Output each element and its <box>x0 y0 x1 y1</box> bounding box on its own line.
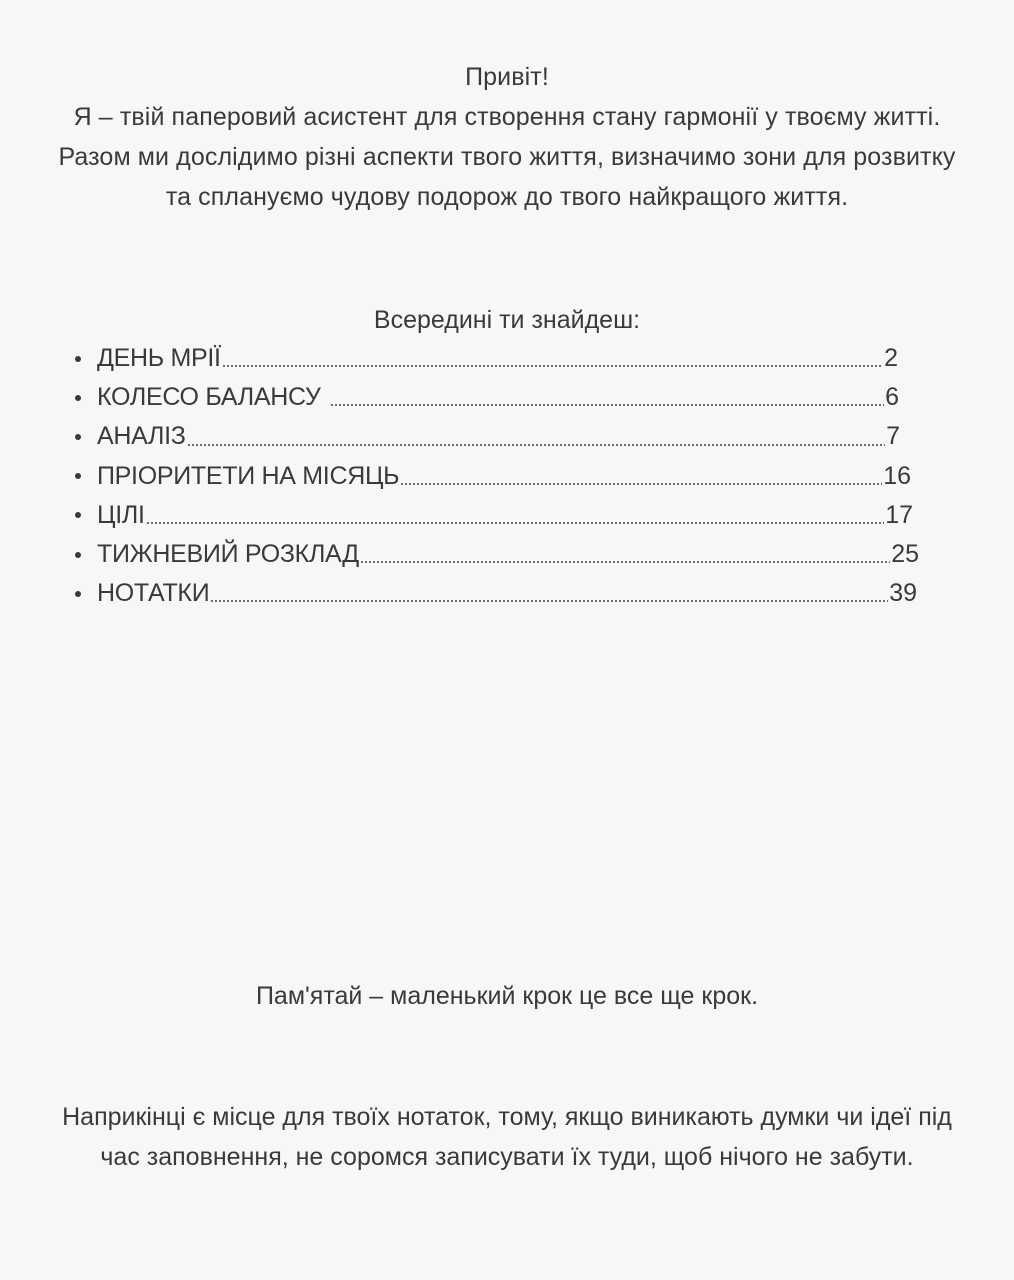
dot-leader <box>146 522 885 524</box>
toc-item <box>70 535 919 574</box>
bullet-icon <box>75 552 81 558</box>
reminder-text: Пам'ятай – маленький крок це все ще крок. <box>255 982 759 1010</box>
toc-item-label: ТИЖНЕВИЙ РОЗКЛАД <box>97 540 359 569</box>
bullet-icon <box>75 473 81 479</box>
toc-item-label: ПРІОРИТЕТИ НА МІСЯЦЬ <box>97 461 400 490</box>
intro-text: Я – твій паперовий асистент для створення стану гармонії у твоєму житті. Разом ми дослідимо різні аспекти твого життя, визначимо зони для розвитку та сплануємо чудову подорож до твого найкращого життя. <box>58 103 956 211</box>
greeting: Привіт! <box>465 63 549 91</box>
toc-item-page: 17 <box>885 500 913 529</box>
dot-leader <box>400 483 882 485</box>
intro-section <box>40 57 974 217</box>
toc-item-label: НОТАТКИ <box>97 579 210 608</box>
bullet-icon <box>75 591 81 597</box>
toc-item-label: ЦІЛІ <box>97 500 145 529</box>
dot-leader <box>187 444 885 446</box>
bullet-icon <box>75 395 81 401</box>
toc-item-page: 6 <box>885 383 899 412</box>
toc-item-page: 39 <box>889 579 917 608</box>
table-of-contents <box>70 339 919 613</box>
bullet-icon <box>75 434 81 440</box>
contents-title: Всередині ти знайдеш: <box>373 306 641 334</box>
toc-item-page: 16 <box>883 461 911 490</box>
toc-item-label: КОЛЕСО БАЛАНСУ <box>97 383 321 412</box>
toc-item <box>70 574 917 613</box>
dot-leader <box>210 600 888 602</box>
toc-item <box>70 496 913 535</box>
toc-item-page: 7 <box>886 422 900 451</box>
toc-item <box>70 417 900 456</box>
notes-info-text: Наприкінці є місце для твоїх нотаток, тому, якщо виникають думки чи ідеї під час заповнення, не соромся записувати їх туди, щоб нічого не забути. <box>62 1103 952 1171</box>
bullet-icon <box>75 512 81 518</box>
bullet-icon <box>75 356 81 362</box>
dot-leader <box>222 365 883 367</box>
toc-item-label: АНАЛІЗ <box>97 422 186 451</box>
dot-leader <box>330 404 885 406</box>
toc-item <box>70 378 899 417</box>
dot-leader <box>360 561 890 563</box>
toc-item <box>70 339 898 378</box>
toc-item <box>70 457 911 496</box>
toc-item-label: ДЕНЬ МРІЇ <box>97 344 221 373</box>
toc-item-page: 25 <box>891 540 919 569</box>
toc-item-page: 2 <box>884 344 898 373</box>
